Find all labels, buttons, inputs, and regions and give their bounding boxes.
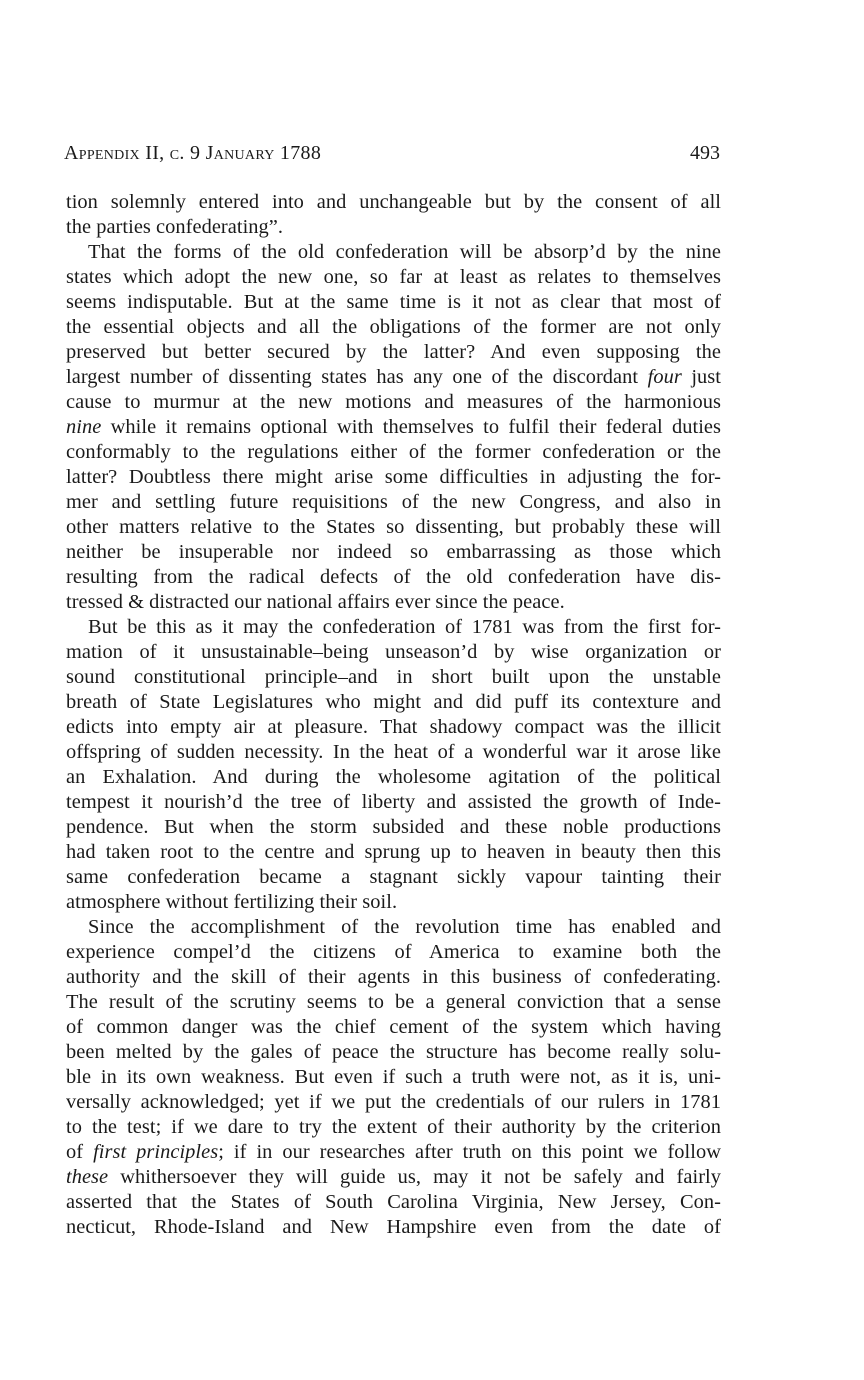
text-segment: But be this as it may the confederation of 1781 was from the first for- xyxy=(88,616,721,638)
text-line xyxy=(66,665,721,690)
text-line xyxy=(66,265,721,290)
text-segment: conformably to the regulations either of the former confederation or the xyxy=(66,441,721,463)
text-line xyxy=(66,815,721,840)
running-head-title: Appendix II, c. 9 January 1788 xyxy=(64,142,322,164)
text-line xyxy=(66,690,721,715)
italic-text: these xyxy=(66,1166,109,1188)
text-line xyxy=(66,640,721,665)
text-segment: the essential objects and all the obligations of the former are not only xyxy=(66,316,721,338)
text-segment: seems indisputable. But at the same time is it not as clear that most of xyxy=(66,291,721,313)
text-segment: That the forms of the old confederation will be absorp’d by the nine xyxy=(88,241,721,263)
text-line xyxy=(66,540,721,565)
text-segment: whithersoever they will guide us, may it not be safely and fairly xyxy=(108,1166,721,1188)
text-line xyxy=(66,1065,721,1090)
running-head xyxy=(64,140,720,166)
text-line xyxy=(66,990,721,1015)
text-line xyxy=(66,465,721,490)
text-line xyxy=(66,1015,721,1040)
text-line xyxy=(66,965,721,990)
text-segment: had taken root to the centre and sprung up to heaven in beauty then this xyxy=(66,841,721,863)
text-segment: same confederation became a stagnant sickly vapour tainting their xyxy=(66,866,721,888)
text-line xyxy=(66,565,721,590)
text-line xyxy=(66,190,721,215)
text-segment: resulting from the radical defects of the old confederation have dis- xyxy=(66,566,721,588)
text-segment: states which adopt the new one, so far at least as relates to themselves xyxy=(66,266,721,288)
italic-text: nine xyxy=(66,416,102,438)
text-line xyxy=(66,515,721,540)
text-line xyxy=(66,1215,721,1240)
text-segment: ; if in our researches after truth on this point we follow xyxy=(218,1141,721,1163)
text-segment: preserved but better secured by the latter? And even supposing the xyxy=(66,341,721,363)
text-segment: necticut, Rhode-Island and New Hampshire even from the date of xyxy=(66,1216,721,1238)
text-line xyxy=(66,790,721,815)
text-segment: cause to murmur at the new motions and measures of the harmonious xyxy=(66,391,721,413)
text-segment: pendence. But when the storm subsided and these noble productions xyxy=(66,816,721,838)
text-line xyxy=(66,890,721,915)
text-segment: offspring of sudden necessity. In the heat of a wonderful war it arose like xyxy=(66,741,721,763)
text-line xyxy=(66,490,721,515)
text-line xyxy=(66,765,721,790)
text-line xyxy=(66,840,721,865)
text-line xyxy=(66,1165,721,1190)
text-segment: other matters relative to the States so dissenting, but probably these will xyxy=(66,516,721,538)
text-line xyxy=(66,915,721,940)
text-segment: while it remains optional with themselves to fulfil their federal duties xyxy=(101,416,721,438)
text-segment: tempest it nourish’d the tree of liberty and assisted the growth of Inde- xyxy=(66,791,721,813)
text-segment: sound constitutional principle–and in short built upon the unstable xyxy=(66,666,721,688)
text-segment: authority and the skill of their agents in this business of confederating. xyxy=(66,966,721,988)
text-line xyxy=(66,315,721,340)
text-line xyxy=(66,1140,721,1165)
text-line xyxy=(66,290,721,315)
text-line xyxy=(66,1040,721,1065)
text-segment: asserted that the States of South Carolina Virginia, New Jersey, Con- xyxy=(66,1191,721,1213)
text-segment: breath of State Legislatures who might and did puff its contexture and xyxy=(66,691,721,713)
text-line xyxy=(66,1190,721,1215)
text-segment: tion solemnly entered into and unchangeable but by the consent of all xyxy=(66,191,721,213)
text-segment: to the test; if we dare to try the extent of their authority by the criterion xyxy=(66,1116,721,1138)
text-segment: latter? Doubtless there might arise some difficulties in adjusting the for- xyxy=(66,466,721,488)
text-line xyxy=(66,590,721,615)
text-segment: of common danger was the chief cement of the system which having xyxy=(66,1016,721,1038)
text-segment: Since the accomplishment of the revolution time has enabled and xyxy=(88,916,721,938)
text-segment: The result of the scrutiny seems to be a general conviction that a sense xyxy=(66,991,721,1013)
page-number: 493 xyxy=(690,142,720,164)
text-line xyxy=(66,940,721,965)
text-segment: an Exhalation. And during the wholesome agitation of the political xyxy=(66,766,721,788)
text-line xyxy=(66,740,721,765)
text-segment: mer and settling future requisitions of the new Congress, and also in xyxy=(66,491,721,513)
text-line xyxy=(66,365,721,390)
text-line xyxy=(66,865,721,890)
text-line xyxy=(66,715,721,740)
text-line xyxy=(66,1090,721,1115)
text-segment: tressed & distracted our national affairs ever since the peace. xyxy=(66,591,565,613)
text-line xyxy=(66,340,721,365)
text-line xyxy=(66,440,721,465)
text-segment: been melted by the gales of peace the structure has become really solu- xyxy=(66,1041,721,1063)
text-segment: edicts into empty air at pleasure. That shadowy compact was the illicit xyxy=(66,716,721,738)
italic-text: four xyxy=(647,366,682,388)
text-segment: of xyxy=(66,1141,94,1163)
text-segment: neither be insuperable nor indeed so embarrassing as those which xyxy=(66,541,721,563)
text-segment: ble in its own weakness. But even if such a truth were not, as it is, uni- xyxy=(66,1066,721,1088)
text-segment: mation of it unsustainable–being unseason’d by wise organization or xyxy=(66,641,721,663)
text-segment: experience compel’d the citizens of America to examine both the xyxy=(66,941,721,963)
text-segment: versally acknowledged; yet if we put the credentials of our rulers in 1781 xyxy=(66,1091,721,1113)
text-line xyxy=(66,390,721,415)
text-segment: the parties confederating”. xyxy=(66,216,284,238)
text-segment: just xyxy=(681,366,721,388)
italic-text: first principles xyxy=(93,1141,219,1163)
text-segment: largest number of dissenting states has any one of the discordant xyxy=(66,366,648,388)
text-line xyxy=(66,240,721,265)
text-segment: atmosphere without fertilizing their soil. xyxy=(66,891,398,913)
text-line xyxy=(66,415,721,440)
text-line xyxy=(66,615,721,640)
text-line xyxy=(66,1115,721,1140)
body-text xyxy=(66,190,721,1240)
text-line xyxy=(66,215,721,240)
